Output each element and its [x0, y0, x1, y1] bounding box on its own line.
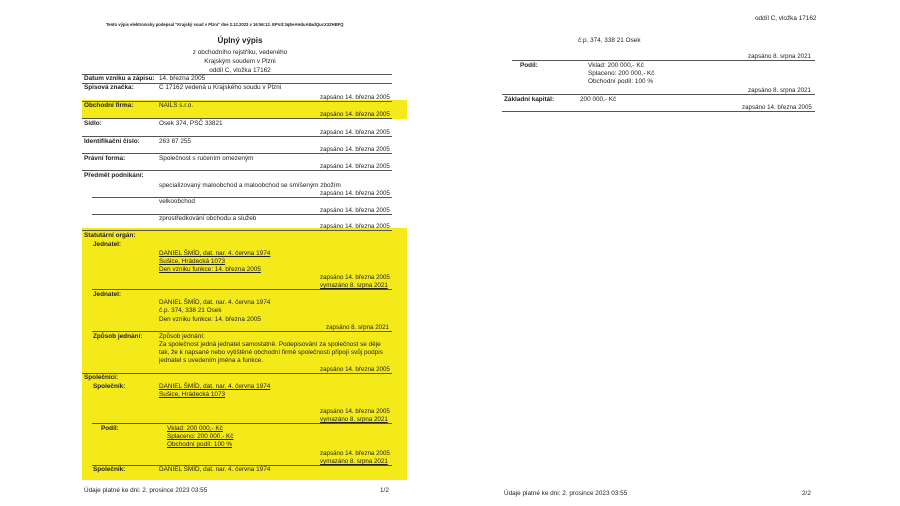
rule	[92, 331, 392, 332]
podil-line-3: Obchodní podíl: 100 %	[167, 441, 233, 448]
label-spolecnici: Společníci:	[84, 374, 119, 381]
label-jednatel-1: Jednatel:	[93, 241, 122, 248]
jednatel-1-line-1: DANIEL ŠMÍD, dat. nar. 4. června 1974	[159, 250, 271, 257]
address-line: č.p. 374, 338 21 Osek	[578, 37, 641, 44]
label-podil-p2: Podíl:	[520, 62, 538, 69]
record-podil-p2: zapsáno 8. srpna 2021	[748, 87, 811, 94]
record-spolecnik-1-deleted: vymazáno 8. srpna 2021	[320, 416, 388, 423]
record-top: zapsáno 8. srpna 2021	[748, 53, 811, 60]
rule	[82, 153, 392, 154]
rule	[82, 170, 392, 171]
jednatel-2-line-3: Den vzniku funkce: 14. března 2005	[159, 316, 261, 323]
page-2	[450, 0, 900, 506]
record-obchodni-firma: zapsáno 14. března 2005	[320, 111, 390, 118]
footer-page-number: 1/2	[380, 487, 389, 494]
label-predmet-podnikani: Předmět podnikání:	[84, 172, 144, 179]
record-predmet-3: zapsáno 14. března 2005	[320, 223, 390, 230]
label-jednatel-2: Jednatel:	[93, 291, 122, 298]
subtitle-line-3: oddíl C, vložka 17162	[209, 67, 271, 74]
rule	[82, 118, 392, 119]
rule	[82, 373, 392, 374]
rule	[512, 60, 815, 61]
record-spisova-znacka: zapsáno 14. března 2005	[320, 94, 390, 101]
rule	[92, 197, 392, 198]
label-sidlo: Sídlo:	[84, 120, 102, 127]
jednatel-1-line-2: Sušice, Hrádecká 1073	[159, 258, 226, 265]
label-zakladni-kapital: Základní kapitál:	[504, 96, 555, 103]
value-predmet-1: specializovaný maloobchod a maloobchod se smíšeným zbožím	[159, 182, 341, 189]
rule	[502, 94, 815, 95]
label-zpusob-jednani: Způsob jednání:	[93, 333, 143, 340]
value-predmet-2: velkoobchod	[159, 198, 195, 205]
podil-p2-line-2: Splaceno: 200 000,- Kč	[588, 70, 655, 77]
podil-p2-line-3: Obchodní podíl: 100 %	[588, 78, 654, 85]
record-spolecnik-1: zapsáno 14. března 2005	[320, 408, 390, 415]
rule	[82, 230, 392, 231]
record-predmet-1: zapsáno 14. března 2005	[320, 190, 390, 197]
zpusob-line-1: Způsob jednání:	[159, 333, 205, 340]
spolecnik-1-line-2: Sušice, Hrádecká 1073	[159, 391, 226, 398]
label-obchodni-firma: Obchodní firma:	[84, 102, 134, 109]
podil-line-2: Splaceno: 200 000,- Kč	[167, 433, 234, 440]
record-jednatel-2: zapsáno 8. srpna 2021	[326, 324, 389, 331]
record-pravni-forma: zapsáno 14. března 2005	[320, 163, 390, 170]
label-spolecnik-2: Společník:	[93, 466, 126, 473]
rule	[92, 289, 392, 290]
label-datum-vzniku: Datum vzniku a zápisu:	[84, 75, 155, 82]
header-oddil: oddíl C, vložka 17162	[755, 15, 817, 22]
rule	[92, 423, 392, 424]
record-zpusob-jednani: zapsáno 14. března 2005	[320, 366, 390, 373]
value-pravni-forma: Společnost s ručením omezeným	[159, 155, 254, 162]
subtitle-line-1: z obchodního rejstříku, vedeného	[192, 49, 288, 56]
record-sidlo: zapsáno 14. března 2005	[320, 129, 390, 136]
value-zakladni-kapital: 200 000,- Kč	[580, 96, 617, 103]
zpusob-line-3: tak, že k napsané nebo vytištěné obchodní firmě společnosti připojí svůj podpis	[159, 349, 383, 356]
footer-date-p2: Údaje platné ke dni: 2. prosince 2023 03:55	[504, 490, 628, 497]
zpusob-line-4: jednatel s uvedením jména a funkce.	[159, 357, 264, 364]
jednatel-2-line-1: DANIEL ŠMÍD, dat. nar. 4. června 1974	[159, 299, 271, 306]
spolecnik-2-line-1: DANIEL ŠMÍD, dat. nar. 4. června 1974	[159, 466, 271, 473]
label-ico: Identifikační číslo:	[84, 138, 140, 145]
label-podil: Podíl:	[101, 425, 119, 432]
value-sidlo: Osek 374, PSČ 33821	[159, 120, 223, 127]
record-zakladni-kapital: zapsáno 14. března 2005	[742, 104, 812, 111]
rule	[502, 111, 815, 112]
record-jednatel-1: zapsáno 14. března 2005	[320, 274, 390, 281]
label-spisova-znacka: Spisová značka:	[84, 84, 134, 91]
spolecnik-1-line-1: DANIEL ŠMÍD, dat. nar. 4. června 1974	[159, 383, 271, 390]
value-obchodni-firma: NAILS s.r.o.	[159, 102, 194, 109]
record-predmet-2: zapsáno 14. března 2005	[320, 207, 390, 214]
footer-page-number-p2: 2/2	[802, 490, 811, 497]
subtitle-line-2: Krajským soudem v Plzni	[204, 58, 276, 65]
value-spisova-znacka: C 17162 vedená u Krajského soudu v Plzni	[159, 84, 282, 91]
value-ico: 263 87 255	[159, 138, 191, 145]
value-datum-vzniku: 14. března 2005	[159, 75, 206, 82]
record-podil: zapsáno 14. března 2005	[320, 450, 390, 457]
jednatel-2-line-2: č.p. 374, 338 21 Osek	[159, 307, 222, 314]
label-spolecnik-1: Společník:	[93, 383, 126, 390]
podil-p2-line-1: Vklad: 200 000,- Kč	[588, 62, 644, 69]
podil-line-1: Vklad: 200 000,- Kč	[167, 425, 223, 432]
record-ico: zapsáno 14. března 2005	[320, 146, 390, 153]
label-pravni-forma: Právní forma:	[84, 155, 126, 162]
value-predmet-3: zprostředkování obchodu a služeb	[159, 215, 257, 222]
document-title: Úplný výpis	[217, 36, 263, 45]
record-podil-deleted: vymazáno 8. srpna 2021	[320, 458, 388, 465]
jednatel-1-line-3: Den vzniku funkce: 14. března 2005	[159, 266, 261, 273]
record-jednatel-1-deleted: vymazáno 8. srpna 2021	[320, 282, 388, 289]
label-statutarni-organ: Statutární orgán:	[84, 232, 136, 239]
rule	[82, 136, 392, 137]
zpusob-line-2: Za společnost jedná jednatel samostatně. Podepisování za společnost se děje	[159, 341, 381, 348]
signature-notice: Tento výpis elektronicky podepsal "Krajský soud v Plzni" dne 2.12.2023 v 16:56:12. EPVd:3qEeAHduA8adQucX3ZHBFQ	[106, 22, 344, 27]
footer-date: Údaje platné ke dni: 2. prosince 2023 03:55	[84, 487, 208, 494]
